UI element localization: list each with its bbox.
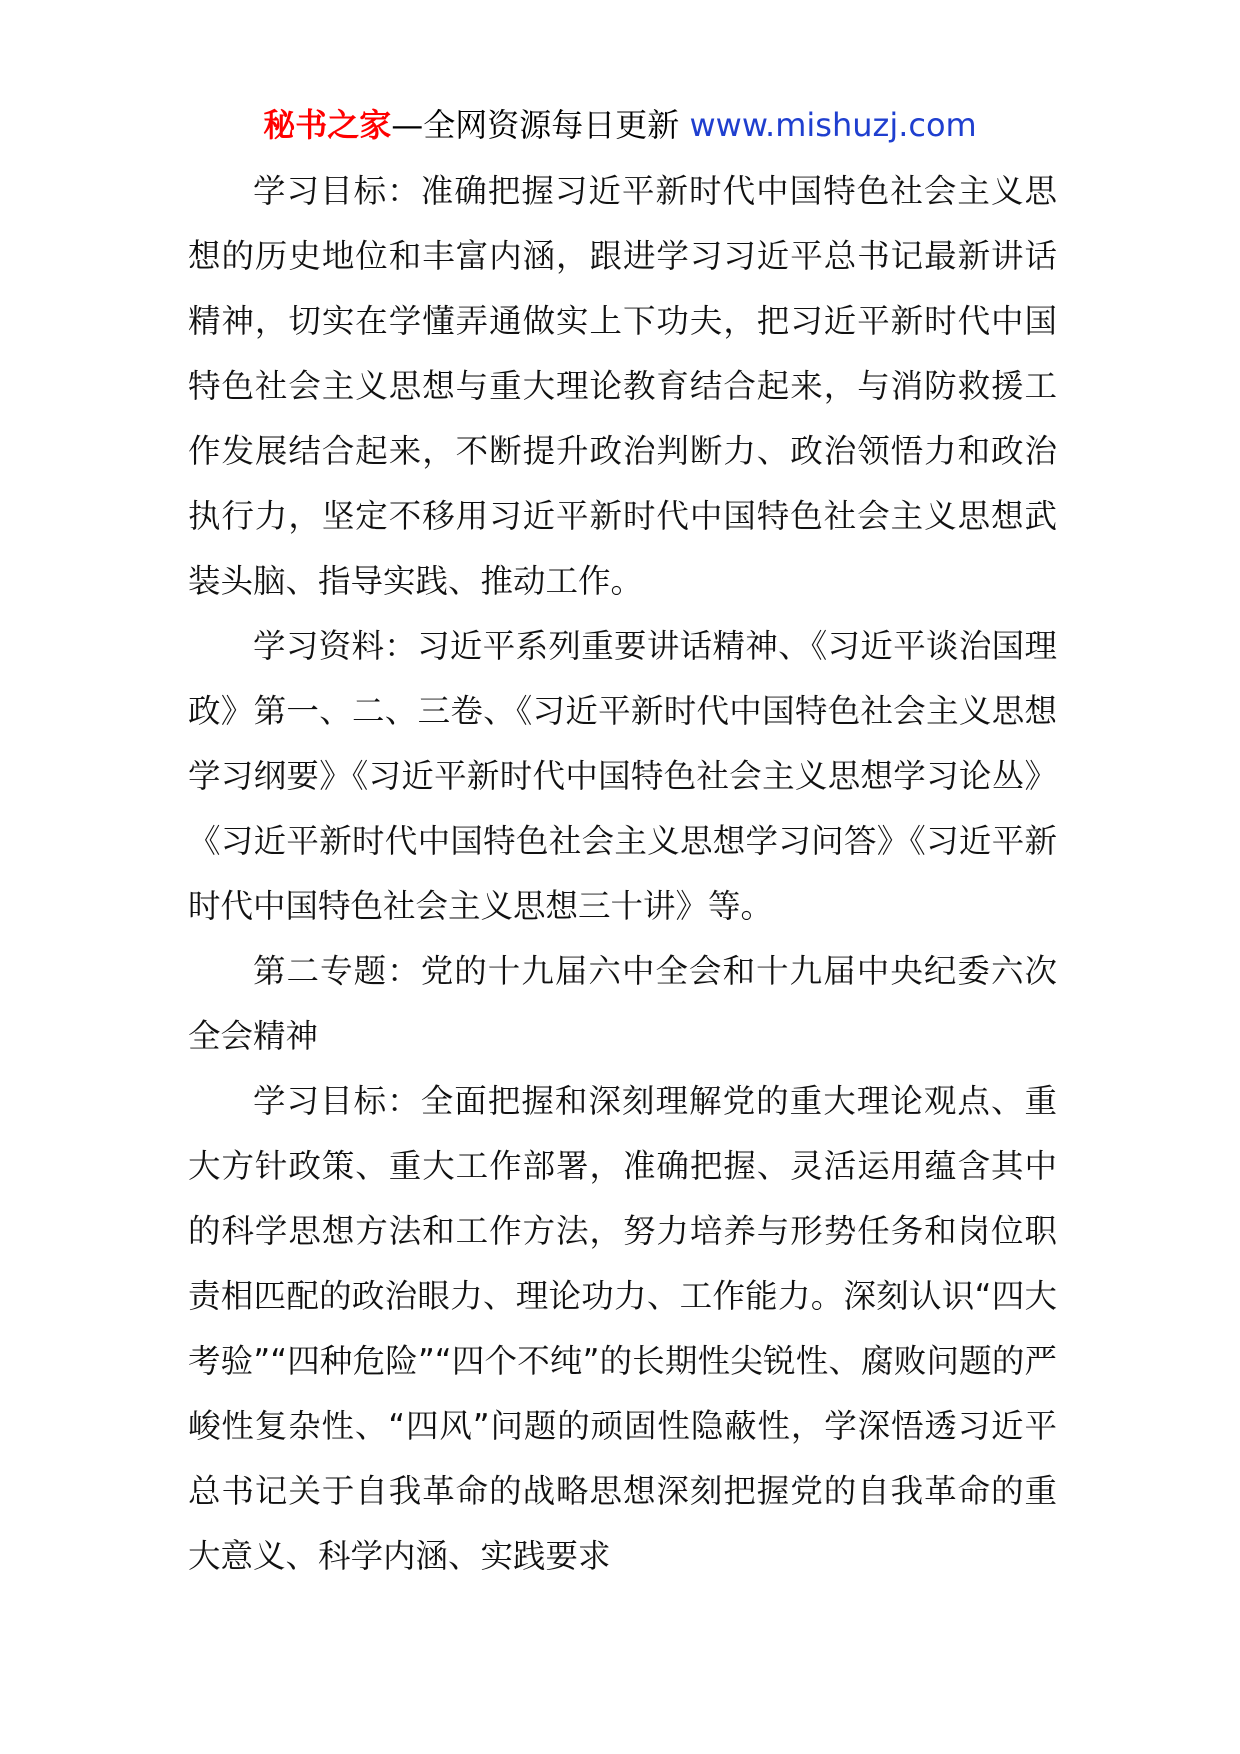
document-body <box>188 159 1057 1589</box>
page-header <box>0 100 1240 150</box>
header-tagline: —全网资源每日更新 <box>391 106 690 144</box>
header-url-link[interactable]: www.mishuzj.com <box>689 106 977 144</box>
paragraph-learning-materials: 学习资料：习近平系列重要讲话精神、《习近平谈治国理政》第一、二、三卷、《习近平新时代中国特色社会主义思想学习纲要》《习近平新时代中国特色社会主义思想学习论丛》《习近平新时代中国特色社会主义思想学习问答》《习近平新时代中国特色社会主义思想三十讲》等。 <box>188 627 1057 925</box>
paragraph-learning-goal-2: 学习目标：全面把握和深刻理解党的重大理论观点、重大方针政策、重大工作部署，准确把握、灵活运用蕴含其中的科学思想方法和工作方法，努力培养与形势任务和岗位职责相匹配的政治眼力、理论功力、工作能力。深刻认识“四大考验”“四种危险”“四个不纯”的长期性尖锐性、腐败问题的严峻性复杂性、“四风”问题的顽固性隐蔽性，学深悟透习近平总书记关于自我革命的战略思想深刻把握党的自我革命的重大意义、科学内涵、实践要求 <box>188 1082 1057 1575</box>
paragraph-topic-two-heading: 第二专题：党的十九届六中全会和十九届中央纪委六次全会精神 <box>188 952 1057 1055</box>
paragraph-learning-goal-1: 学习目标：准确把握习近平新时代中国特色社会主义思想的历史地位和丰富内涵，跟进学习习近平总书记最新讲话精神，切实在学懂弄通做实上下功夫，把习近平新时代中国特色社会主义思想与重大理论教育结合起来，与消防救援工作发展结合起来，不断提升政治判断力、政治领悟力和政治执行力，坚定不移用习近平新时代中国特色社会主义思想武装头脑、指导实践、推动工作。 <box>188 172 1057 600</box>
header-brand: 秘书之家 <box>263 106 392 144</box>
